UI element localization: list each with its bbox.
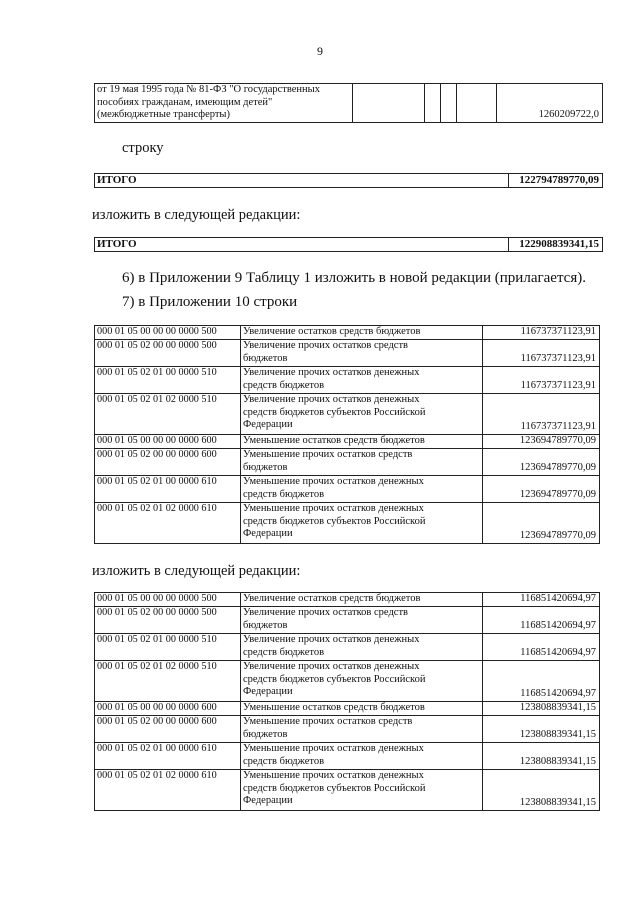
row-name-line: Федерации	[243, 795, 293, 807]
budget-code: 000 01 05 02 00 00 0000 600	[95, 716, 241, 743]
row-name-line: бюджетов	[243, 619, 288, 631]
budget-code: 000 01 05 00 00 00 0000 600	[95, 702, 241, 716]
budget-code: 000 01 05 02 01 00 0000 510	[95, 367, 241, 394]
row-value: 123694789770,09	[483, 503, 600, 544]
row-name-line: Уменьшение прочих остатков средств	[243, 716, 413, 727]
row-name	[241, 702, 483, 716]
budget-code: 000 01 05 02 01 02 0000 510	[95, 394, 241, 435]
row-value: 116851420694,97	[483, 593, 600, 607]
rows-new-table	[94, 592, 600, 811]
row-name-line: Уменьшение остатков средств бюджетов	[243, 435, 425, 446]
row-name-line: Увеличение прочих остатков средств	[243, 340, 409, 351]
total-old-label: ИТОГО	[95, 174, 509, 188]
budget-code: 000 01 05 02 00 00 0000 600	[95, 449, 241, 476]
budget-code: 000 01 05 02 01 02 0000 610	[95, 503, 241, 544]
budget-code: 000 01 05 02 01 02 0000 610	[95, 770, 241, 811]
row-name	[241, 476, 483, 503]
table-row	[95, 634, 600, 661]
row-name-line: Уменьшение прочих остатков денежных	[243, 770, 424, 781]
budget-code: 000 01 05 00 00 00 0000 500	[95, 326, 241, 340]
budget-code: 000 01 05 02 01 02 0000 510	[95, 661, 241, 702]
top-fragment-line: пособиях гражданам, имеющим детей"	[97, 96, 273, 108]
row-name	[241, 593, 483, 607]
total-old-value: 122794789770,09	[509, 174, 603, 188]
row-name	[241, 661, 483, 702]
row-name	[241, 503, 483, 544]
instruction-1: изложить в следующей редакции:	[92, 207, 301, 223]
row-name-line: Федерации	[243, 419, 293, 431]
row-value: 116737371123,91	[483, 394, 600, 435]
page-number: 9	[317, 44, 323, 58]
row-name-line: средств бюджетов субъектов Российской	[243, 515, 426, 527]
top-fragment-line: (межбюджетные трансферты)	[97, 109, 230, 121]
row-name-line: средств бюджетов субъектов Российской	[243, 673, 426, 685]
row-name-line: Увеличение остатков средств бюджетов	[243, 593, 421, 604]
row-name	[241, 634, 483, 661]
top-fragment-value: 1260209722,0	[497, 84, 603, 123]
instruction-2: изложить в следующей редакции:	[92, 563, 301, 579]
table-row	[95, 503, 600, 544]
table-row	[95, 449, 600, 476]
row-value: 123808839341,15	[483, 716, 600, 743]
row-name-line: бюджетов	[243, 728, 288, 740]
row-name-line: Увеличение прочих остатков средств	[243, 607, 409, 618]
budget-code: 000 01 05 00 00 00 0000 600	[95, 435, 241, 449]
row-name-line: Уменьшение прочих остатков денежных	[243, 503, 424, 514]
row-name	[241, 340, 483, 367]
row-value: 123808839341,15	[483, 702, 600, 716]
budget-code: 000 01 05 02 01 00 0000 510	[95, 634, 241, 661]
row-value: 116851420694,97	[483, 607, 600, 634]
table-row	[95, 702, 600, 716]
row-name	[241, 770, 483, 811]
budget-code: 000 01 05 02 00 00 0000 500	[95, 340, 241, 367]
row-name	[241, 394, 483, 435]
row-name-line: средств бюджетов	[243, 755, 325, 767]
row-name-line: Увеличение прочих остатков денежных	[243, 661, 420, 672]
row-name-line: средств бюджетов	[243, 646, 325, 658]
total-old-table	[94, 173, 603, 188]
row-name-line: Уменьшение остатков средств бюджетов	[243, 702, 425, 713]
budget-code: 000 01 05 00 00 00 0000 500	[95, 593, 241, 607]
row-value: 116737371123,91	[483, 340, 600, 367]
row-name-line: Уменьшение прочих остатков средств	[243, 449, 413, 460]
label-line: строку	[122, 140, 164, 156]
row-name	[241, 607, 483, 634]
row-name-line: средств бюджетов субъектов Российской	[243, 782, 426, 794]
row-name	[241, 716, 483, 743]
row-value: 116737371123,91	[483, 367, 600, 394]
table-row	[95, 770, 600, 811]
row-value: 123808839341,15	[483, 770, 600, 811]
table-row	[95, 476, 600, 503]
row-value: 116851420694,97	[483, 634, 600, 661]
table-row	[95, 716, 600, 743]
row-name-line: Уменьшение прочих остатков денежных	[243, 476, 424, 487]
top-fragment-table	[94, 83, 603, 123]
row-name-line: Федерации	[243, 528, 293, 540]
row-name-line: средств бюджетов	[243, 379, 325, 391]
empty-cell	[441, 84, 457, 123]
budget-code: 000 01 05 02 00 00 0000 500	[95, 607, 241, 634]
total-new-value: 122908839341,15	[509, 238, 603, 252]
total-new-label: ИТОГО	[95, 238, 509, 252]
rows-old-table	[94, 325, 600, 544]
table-row	[95, 593, 600, 607]
row-name-line: Увеличение остатков средств бюджетов	[243, 326, 421, 337]
table-row	[95, 661, 600, 702]
table-row	[95, 340, 600, 367]
table-row	[95, 367, 600, 394]
empty-cell	[353, 84, 425, 123]
empty-cell	[457, 84, 497, 123]
row-name-line: Уменьшение прочих остатков денежных	[243, 743, 424, 754]
row-name-line: средств бюджетов субъектов Российской	[243, 406, 426, 418]
item-6: 6) в Приложении 9 Таблицу 1 изложить в новой редакции (прилагается).	[122, 270, 586, 286]
row-name-line: средств бюджетов	[243, 488, 325, 500]
row-value: 123694789770,09	[483, 435, 600, 449]
row-name-line: Увеличение прочих остатков денежных	[243, 394, 420, 405]
budget-code: 000 01 05 02 01 00 0000 610	[95, 476, 241, 503]
row-value: 116737371123,91	[483, 326, 600, 340]
table-row	[95, 435, 600, 449]
empty-cell	[425, 84, 441, 123]
row-value: 123694789770,09	[483, 449, 600, 476]
row-name	[241, 449, 483, 476]
row-value: 123694789770,09	[483, 476, 600, 503]
table-row	[95, 326, 600, 340]
row-value: 123808839341,15	[483, 743, 600, 770]
table-row	[95, 394, 600, 435]
total-new-table	[94, 237, 603, 252]
row-name	[241, 367, 483, 394]
row-name-line: Федерации	[243, 686, 293, 698]
row-name	[241, 326, 483, 340]
table-row	[95, 743, 600, 770]
budget-code: 000 01 05 02 01 00 0000 610	[95, 743, 241, 770]
row-name-line: Увеличение прочих остатков денежных	[243, 367, 420, 378]
row-name-line: бюджетов	[243, 461, 288, 473]
item-7: 7) в Приложении 10 строки	[122, 294, 298, 310]
table-row	[95, 607, 600, 634]
row-name-line: Увеличение прочих остатков денежных	[243, 634, 420, 645]
row-name	[241, 435, 483, 449]
top-fragment-line: от 19 мая 1995 года № 81-ФЗ "О государственных	[97, 84, 320, 95]
row-value: 116851420694,97	[483, 661, 600, 702]
top-fragment-text	[95, 84, 353, 123]
row-name	[241, 743, 483, 770]
row-name-line: бюджетов	[243, 352, 288, 364]
